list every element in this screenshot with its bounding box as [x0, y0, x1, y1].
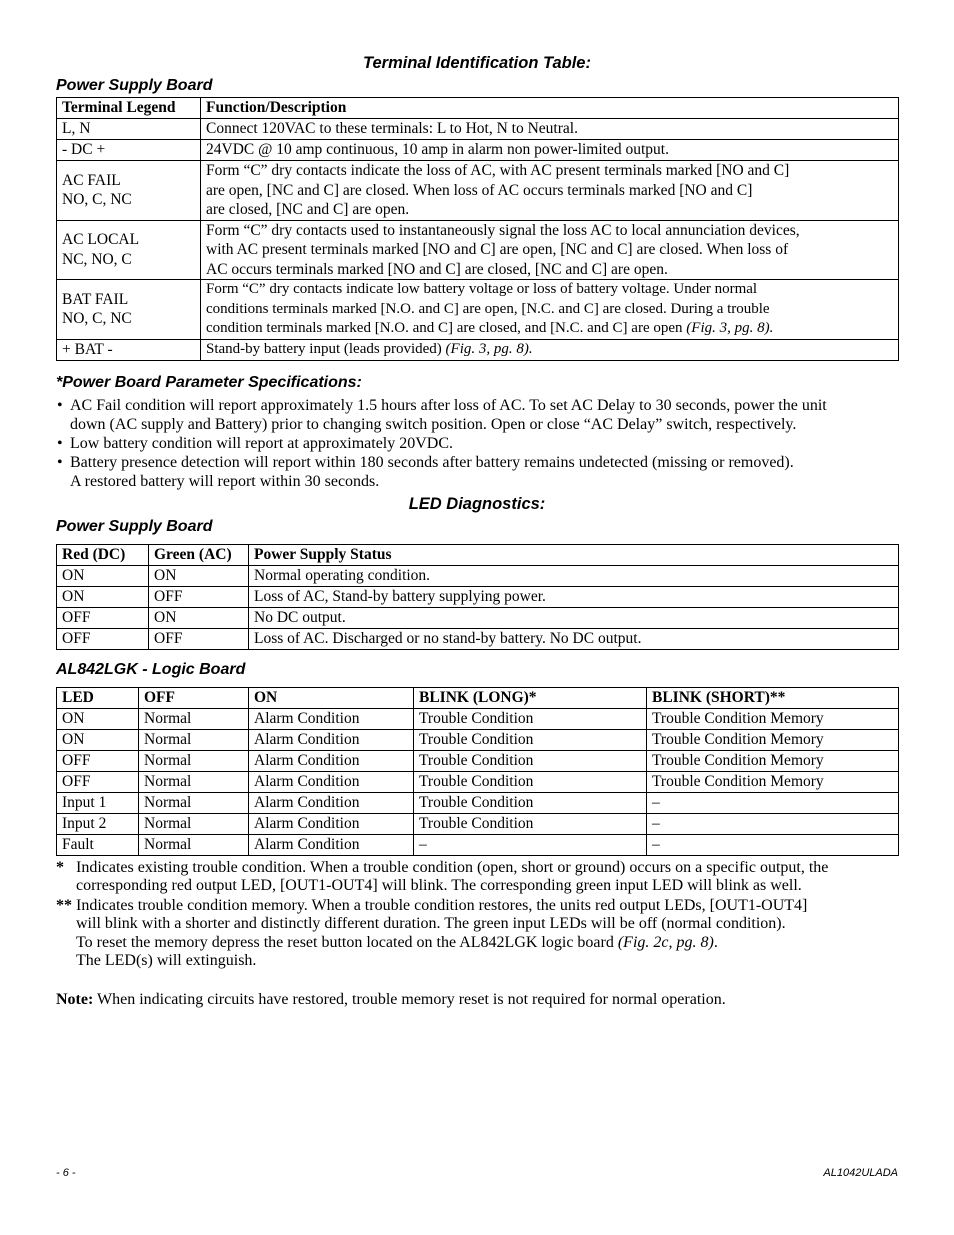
- footnote-text-tail: .: [713, 933, 718, 951]
- table-row: [57, 771, 899, 792]
- terminal-legend-cell: [57, 140, 201, 161]
- table-row: [57, 339, 899, 360]
- cell-text: are closed, [NC and C] are open.: [206, 201, 410, 218]
- column-header-blink-long: BLINK (LONG)*: [414, 687, 647, 708]
- note-paragraph: [56, 991, 898, 1009]
- table-cell: Trouble Condition: [414, 792, 647, 813]
- cell-text: with AC present terminals marked [NO and C] are open, [NC and C] are closed. When loss of: [206, 241, 789, 258]
- table-cell: OFF: [149, 586, 249, 607]
- column-header-power-supply-status: Power Supply Status: [249, 544, 899, 565]
- figure-reference: (Fig. 3, pg. 8).: [686, 320, 774, 336]
- table-row: [57, 161, 899, 221]
- terminal-legend-cell: [57, 119, 201, 140]
- footnote-line: Indicates existing trouble condition. When a trouble condition (open, short or ground) occurs on a specific output, the: [76, 858, 829, 876]
- table-header-row: [57, 687, 899, 708]
- table-cell: –: [647, 834, 899, 855]
- table-cell: Trouble Condition Memory: [647, 750, 899, 771]
- cell-line: [206, 280, 893, 300]
- table-cell: ON: [57, 565, 149, 586]
- cell-line: [206, 221, 893, 241]
- document-id: AL1042ULADA: [823, 1167, 898, 1179]
- note-label: Note:: [56, 990, 94, 1008]
- cell-line: NO, C, NC: [62, 191, 132, 209]
- bullet-icon: •: [57, 434, 63, 452]
- page-number: - 6 -: [56, 1167, 76, 1179]
- table-cell: Alarm Condition: [249, 750, 414, 771]
- table-cell: ON: [149, 565, 249, 586]
- table-cell: Input 2: [57, 813, 139, 834]
- table-row: [57, 834, 899, 855]
- table-cell: Normal: [139, 792, 249, 813]
- table-cell: ON: [57, 729, 139, 750]
- table-row: [57, 119, 899, 140]
- table-cell: Alarm Condition: [249, 792, 414, 813]
- table-cell: Alarm Condition: [249, 771, 414, 792]
- table-cell: OFF: [57, 628, 149, 649]
- terminal-legend-cell: [57, 280, 201, 340]
- list-item-line: AC Fail condition will report approximately 1.5 hours after loss of AC. To set AC Delay to 30 seconds, power the unit: [70, 396, 827, 414]
- function-description-cell: [201, 161, 899, 221]
- cell-text: Form “C” dry contacts indicate low battery voltage or loss of battery voltage. Under normal: [206, 281, 758, 297]
- column-header-on: ON: [249, 687, 414, 708]
- cell-line: [206, 340, 893, 360]
- power-supply-board-subhead-2: Power Supply Board: [56, 517, 213, 535]
- cell-line: BAT FAIL: [62, 290, 129, 308]
- table-header-row: [57, 544, 899, 565]
- table-cell: Normal: [139, 771, 249, 792]
- cell-line: L, N: [62, 120, 91, 138]
- table-cell: Alarm Condition: [249, 813, 414, 834]
- function-description-cell: [201, 280, 899, 340]
- table-row: [57, 565, 899, 586]
- table-row: [57, 607, 899, 628]
- table-cell: Loss of AC. Discharged or no stand-by battery. No DC output.: [249, 628, 899, 649]
- cell-line: [206, 181, 893, 201]
- figure-reference: (Fig. 2c, pg. 8): [617, 933, 714, 951]
- table-cell: Trouble Condition Memory: [647, 771, 899, 792]
- table-cell: OFF: [57, 607, 149, 628]
- column-header-off: OFF: [139, 687, 249, 708]
- table-cell: –: [414, 834, 647, 855]
- table-cell: –: [647, 813, 899, 834]
- footnote-mark: *: [56, 858, 64, 876]
- column-header-red-dc: Red (DC): [57, 544, 149, 565]
- table-cell: Trouble Condition Memory: [647, 708, 899, 729]
- cell-line: NC, NO, C: [62, 250, 132, 268]
- cell-line: [206, 140, 893, 160]
- table-row: [57, 628, 899, 649]
- function-description-cell: [201, 140, 899, 161]
- cell-text: are open, [NC and C] are closed. When loss of AC occurs terminals marked [NO and C]: [206, 181, 753, 199]
- terminal-legend-cell: [57, 220, 201, 280]
- list-item: [56, 453, 898, 491]
- param-specs-title: *Power Board Parameter Specifications:: [56, 373, 362, 391]
- cell-text: Form “C” dry contacts used to instantaneously signal the loss AC to local annunciation devices,: [206, 221, 800, 239]
- logic-board-subhead: AL842LGK - Logic Board: [56, 660, 246, 678]
- terminal-identification-table: [56, 97, 899, 361]
- column-header-green-ac: Green (AC): [149, 544, 249, 565]
- terminal-legend-cell: [57, 161, 201, 221]
- list-item: [56, 434, 898, 453]
- table-cell: Trouble Condition: [414, 708, 647, 729]
- cell-line: [206, 240, 893, 260]
- cell-line: [206, 161, 893, 181]
- footnote-line: Indicates trouble condition memory. When a trouble condition restores, the units red output LEDs, [OUT1-OUT4]: [76, 896, 808, 914]
- table-cell: Normal: [139, 813, 249, 834]
- table-cell: Trouble Condition: [414, 750, 647, 771]
- bullet-icon: •: [57, 453, 63, 471]
- document-page: [56, 52, 898, 1009]
- table-cell: Trouble Condition Memory: [647, 729, 899, 750]
- led-diagnostics-title: LED Diagnostics:: [408, 494, 546, 513]
- table-cell: ON: [149, 607, 249, 628]
- table-row: [57, 729, 899, 750]
- table-cell: Alarm Condition: [249, 729, 414, 750]
- cell-line: [206, 200, 893, 220]
- function-description-cell: [201, 119, 899, 140]
- table-cell: ON: [57, 708, 139, 729]
- footnote-line: corresponding red output LED, [OUT1-OUT4] will blink. The corresponding green input LED will blink as well.: [76, 877, 802, 894]
- footnote-double-asterisk: [56, 897, 898, 971]
- page-footer: [56, 1167, 898, 1179]
- cell-line: - DC +: [62, 141, 106, 159]
- table-row: [57, 280, 899, 340]
- list-item: [56, 396, 898, 434]
- cell-text: conditions terminals marked [N.O. and C] are open, [N.C. and C] are closed. During a trouble: [206, 300, 770, 317]
- cell-text: Form “C” dry contacts indicate the loss of AC, with AC present terminals marked [NO and C]: [206, 162, 790, 179]
- cell-text: 24VDC @ 10 amp continuous, 10 amp in alarm non power-limited output.: [206, 141, 669, 159]
- table-row: [57, 140, 899, 161]
- note-text: When indicating circuits have restored, trouble memory reset is not required for normal operation.: [97, 990, 726, 1008]
- terminal-table-title: Terminal Identification Table:: [363, 54, 591, 72]
- table-cell: Loss of AC, Stand-by battery supplying power.: [249, 586, 899, 607]
- table-cell: Alarm Condition: [249, 834, 414, 855]
- footnote-line: [76, 934, 898, 953]
- table-row: [57, 586, 899, 607]
- table-cell: Trouble Condition: [414, 729, 647, 750]
- function-description-cell: [201, 339, 899, 360]
- cell-text: AC occurs terminals marked [NO and C] are closed, [NC and C] are open.: [206, 260, 668, 278]
- column-header-function-description: Function/Description: [201, 98, 899, 119]
- bullet-icon: •: [57, 396, 63, 414]
- cell-line: + BAT -: [62, 340, 113, 358]
- table-cell: –: [647, 792, 899, 813]
- table-cell: No DC output.: [249, 607, 899, 628]
- footnotes: [56, 859, 898, 971]
- list-item-line: Low battery condition will report at approximately 20VDC.: [70, 434, 454, 452]
- cell-line: [206, 300, 893, 320]
- footnote-mark: **: [56, 896, 72, 914]
- table-header-row: [57, 98, 899, 119]
- column-header-blink-short: BLINK (SHORT)**: [647, 687, 899, 708]
- table-row: [57, 792, 899, 813]
- table-cell: OFF: [149, 628, 249, 649]
- table-row: [57, 220, 899, 280]
- table-cell: ON: [57, 586, 149, 607]
- table-cell: Normal operating condition.: [249, 565, 899, 586]
- table-row: [57, 708, 899, 729]
- terminal-legend-cell: [57, 339, 201, 360]
- power-supply-board-subhead: Power Supply Board: [56, 77, 213, 94]
- table-cell: Trouble Condition: [414, 771, 647, 792]
- cell-line: AC LOCAL: [62, 231, 140, 249]
- table-cell: Normal: [139, 729, 249, 750]
- cell-line: [206, 319, 893, 339]
- cell-text: Connect 120VAC to these terminals: L to Hot, N to Neutral.: [206, 120, 578, 138]
- table-cell: Trouble Condition: [414, 813, 647, 834]
- table-cell: OFF: [57, 750, 139, 771]
- column-header-led: LED: [57, 687, 139, 708]
- cell-line: AC FAIL: [62, 171, 121, 189]
- table-row: [57, 813, 899, 834]
- cell-line: NO, C, NC: [62, 310, 132, 328]
- list-item-line: A restored battery will report within 30 seconds.: [70, 472, 380, 490]
- table-cell: Fault: [57, 834, 139, 855]
- table-cell: Alarm Condition: [249, 708, 414, 729]
- table-cell: OFF: [57, 771, 139, 792]
- footnote-line: will blink with a shorter and distinctly different duration. The green input LEDs will be off (normal condition).: [76, 915, 786, 932]
- cell-text: condition terminals marked [N.O. and C] are closed, and [N.C. and C] are open: [206, 320, 683, 336]
- table-cell: Normal: [139, 708, 249, 729]
- table-cell: Input 1: [57, 792, 139, 813]
- table-row: [57, 750, 899, 771]
- function-description-cell: [201, 220, 899, 280]
- table-cell: Normal: [139, 834, 249, 855]
- cell-line: [206, 260, 893, 280]
- list-item-line: Battery presence detection will report within 180 seconds after battery remains undetected (missing or removed).: [70, 453, 794, 471]
- list-item-line: down (AC supply and Battery) prior to changing switch position. Open or close “AC Delay” switch, respectively.: [70, 415, 797, 433]
- footnote-line: The LED(s) will extinguish.: [76, 952, 257, 969]
- cell-text: Stand-by battery input (leads provided): [206, 340, 442, 357]
- power-supply-led-table: [56, 544, 899, 650]
- column-header-terminal-legend: Terminal Legend: [57, 98, 201, 119]
- footnote-text: To reset the memory depress the reset button located on the AL842LGK logic board: [76, 933, 614, 951]
- table-cell: Normal: [139, 750, 249, 771]
- logic-board-led-table: [56, 687, 899, 856]
- footnote-single-asterisk: [56, 859, 898, 896]
- figure-reference: (Fig. 3, pg. 8).: [445, 340, 533, 357]
- cell-line: [206, 119, 893, 139]
- param-specs-list: [56, 396, 898, 491]
